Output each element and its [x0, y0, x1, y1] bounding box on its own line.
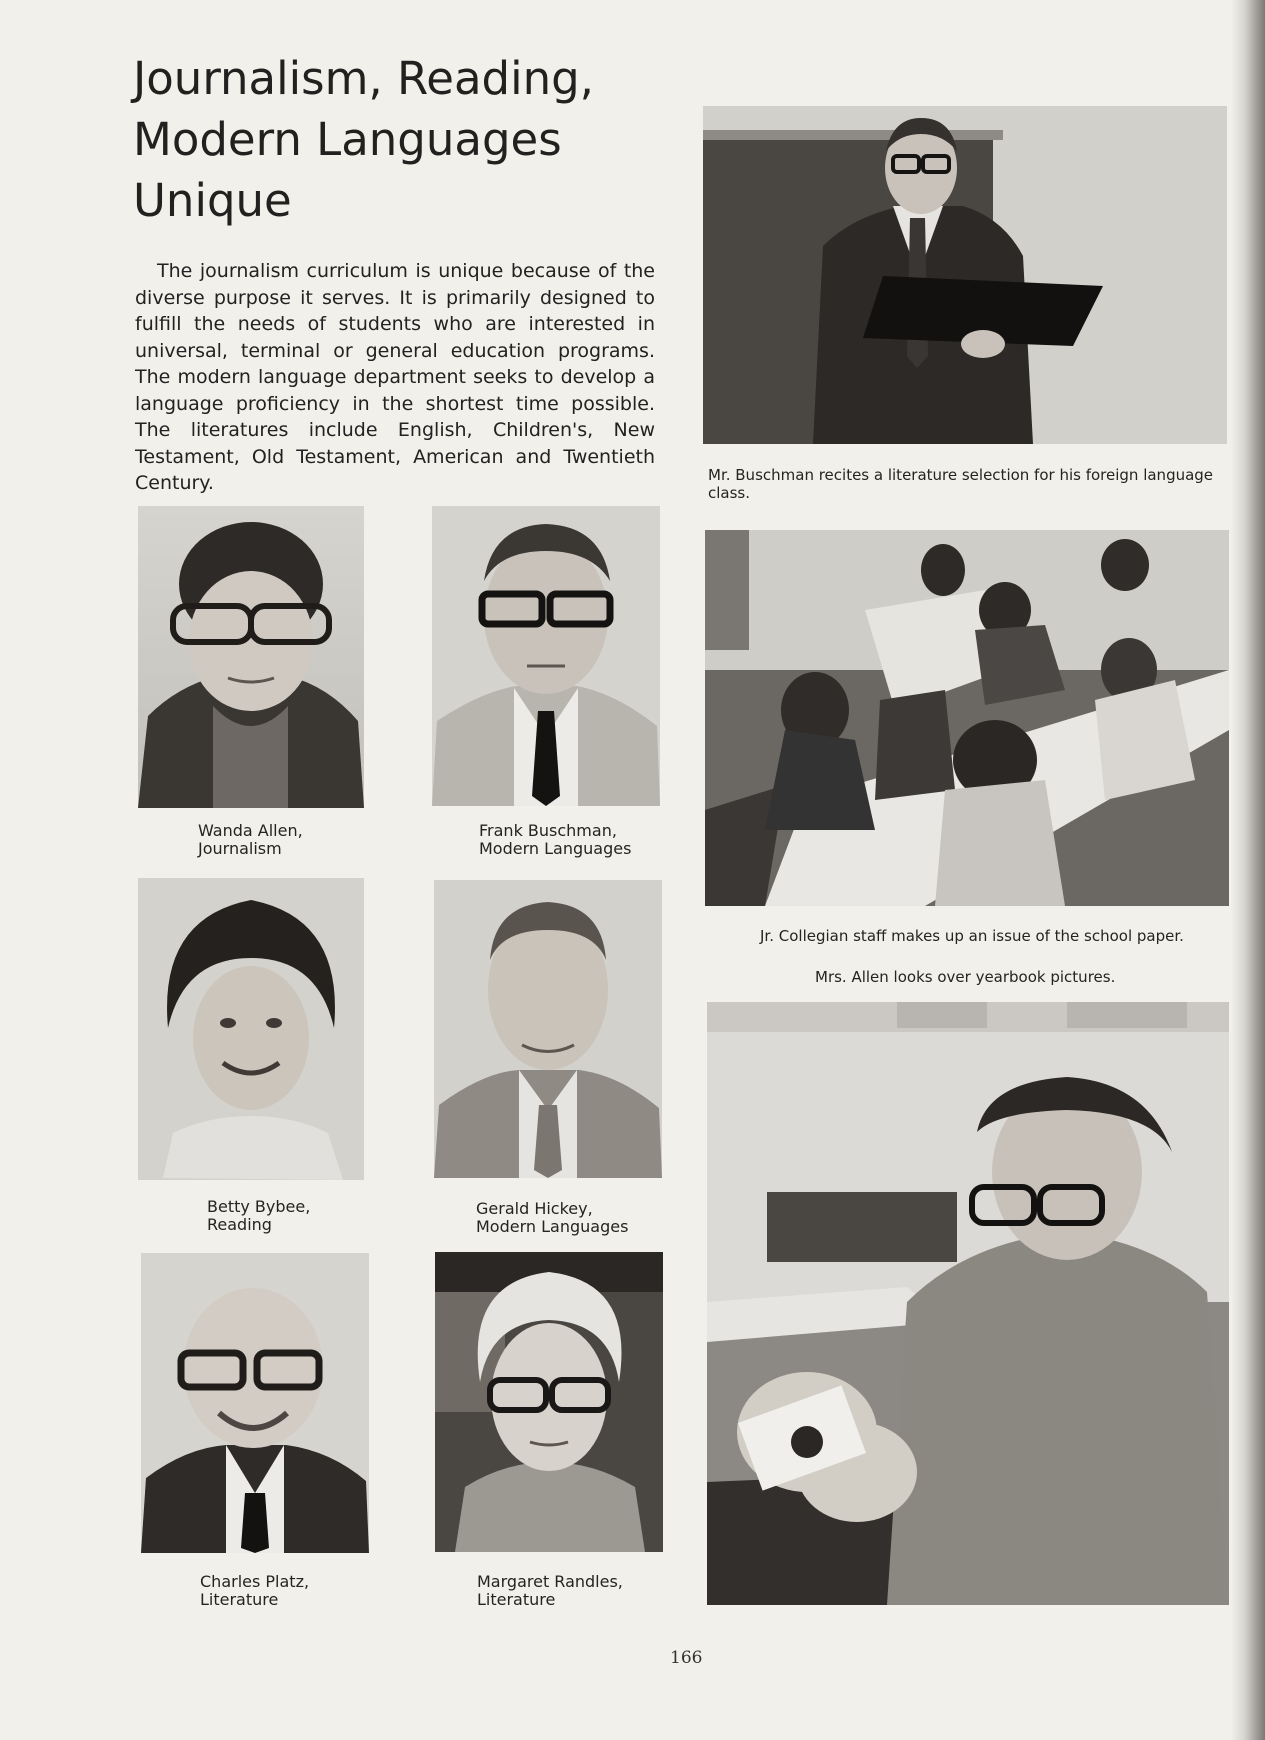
caption-collegian-staff: Jr. Collegian staff makes up an issue of the school paper.	[760, 927, 1184, 945]
portrait-betty-bybee	[138, 878, 364, 1180]
title-line-1: Journalism, Reading,	[133, 52, 594, 105]
faculty-subject: Modern Languages	[479, 839, 632, 858]
portrait-wanda-allen	[138, 506, 364, 808]
portrait-margaret-randles	[435, 1252, 663, 1552]
caption-allen-yearbook: Mrs. Allen looks over yearbook pictures.	[815, 968, 1116, 986]
photo-collegian-staff	[705, 530, 1229, 906]
caption-betty-bybee	[207, 1198, 310, 1234]
faculty-name: Betty Bybee,	[207, 1197, 311, 1216]
caption-buschman-reciting: Mr. Buschman recites a literature selection for his foreign language class.	[708, 466, 1214, 502]
portrait-frank-buschman	[432, 506, 660, 806]
photo-buschman-reciting	[703, 106, 1227, 444]
faculty-subject: Modern Languages	[476, 1217, 629, 1236]
faculty-name: Wanda Allen,	[198, 821, 303, 840]
page-title	[133, 48, 693, 231]
caption-wanda-allen	[198, 822, 303, 858]
title-line-2: Modern Languages	[133, 113, 562, 166]
photo-allen-yearbook	[707, 1002, 1229, 1605]
title-line-3: Unique	[133, 174, 292, 227]
faculty-name: Frank Buschman,	[479, 821, 617, 840]
faculty-name: Gerald Hickey,	[476, 1199, 593, 1218]
faculty-subject: Literature	[477, 1590, 556, 1609]
portrait-gerald-hickey	[434, 880, 662, 1178]
faculty-name: Margaret Randles,	[477, 1572, 623, 1591]
portrait-charles-platz	[141, 1253, 369, 1553]
faculty-name: Charles Platz,	[200, 1572, 310, 1591]
faculty-subject: Literature	[200, 1590, 279, 1609]
faculty-subject: Reading	[207, 1215, 272, 1234]
faculty-subject: Journalism	[198, 839, 282, 858]
caption-charles-platz	[200, 1573, 309, 1609]
caption-gerald-hickey	[476, 1200, 628, 1236]
page-number: 166	[670, 1648, 703, 1668]
intro-paragraph: The journalism curriculum is unique because of the diverse purpose it serves. It is primarily designed to fulfill the needs of students who are interested in universal, terminal or general education programs. The modern language department seeks to develop a language proficiency in the shortest time possible. The literatures include English, Children's, New Testament, Old Testament, American and Twentieth Century.	[135, 260, 655, 494]
caption-margaret-randles	[477, 1573, 623, 1609]
binding-shadow	[1231, 0, 1265, 1740]
caption-frank-buschman	[479, 822, 631, 858]
